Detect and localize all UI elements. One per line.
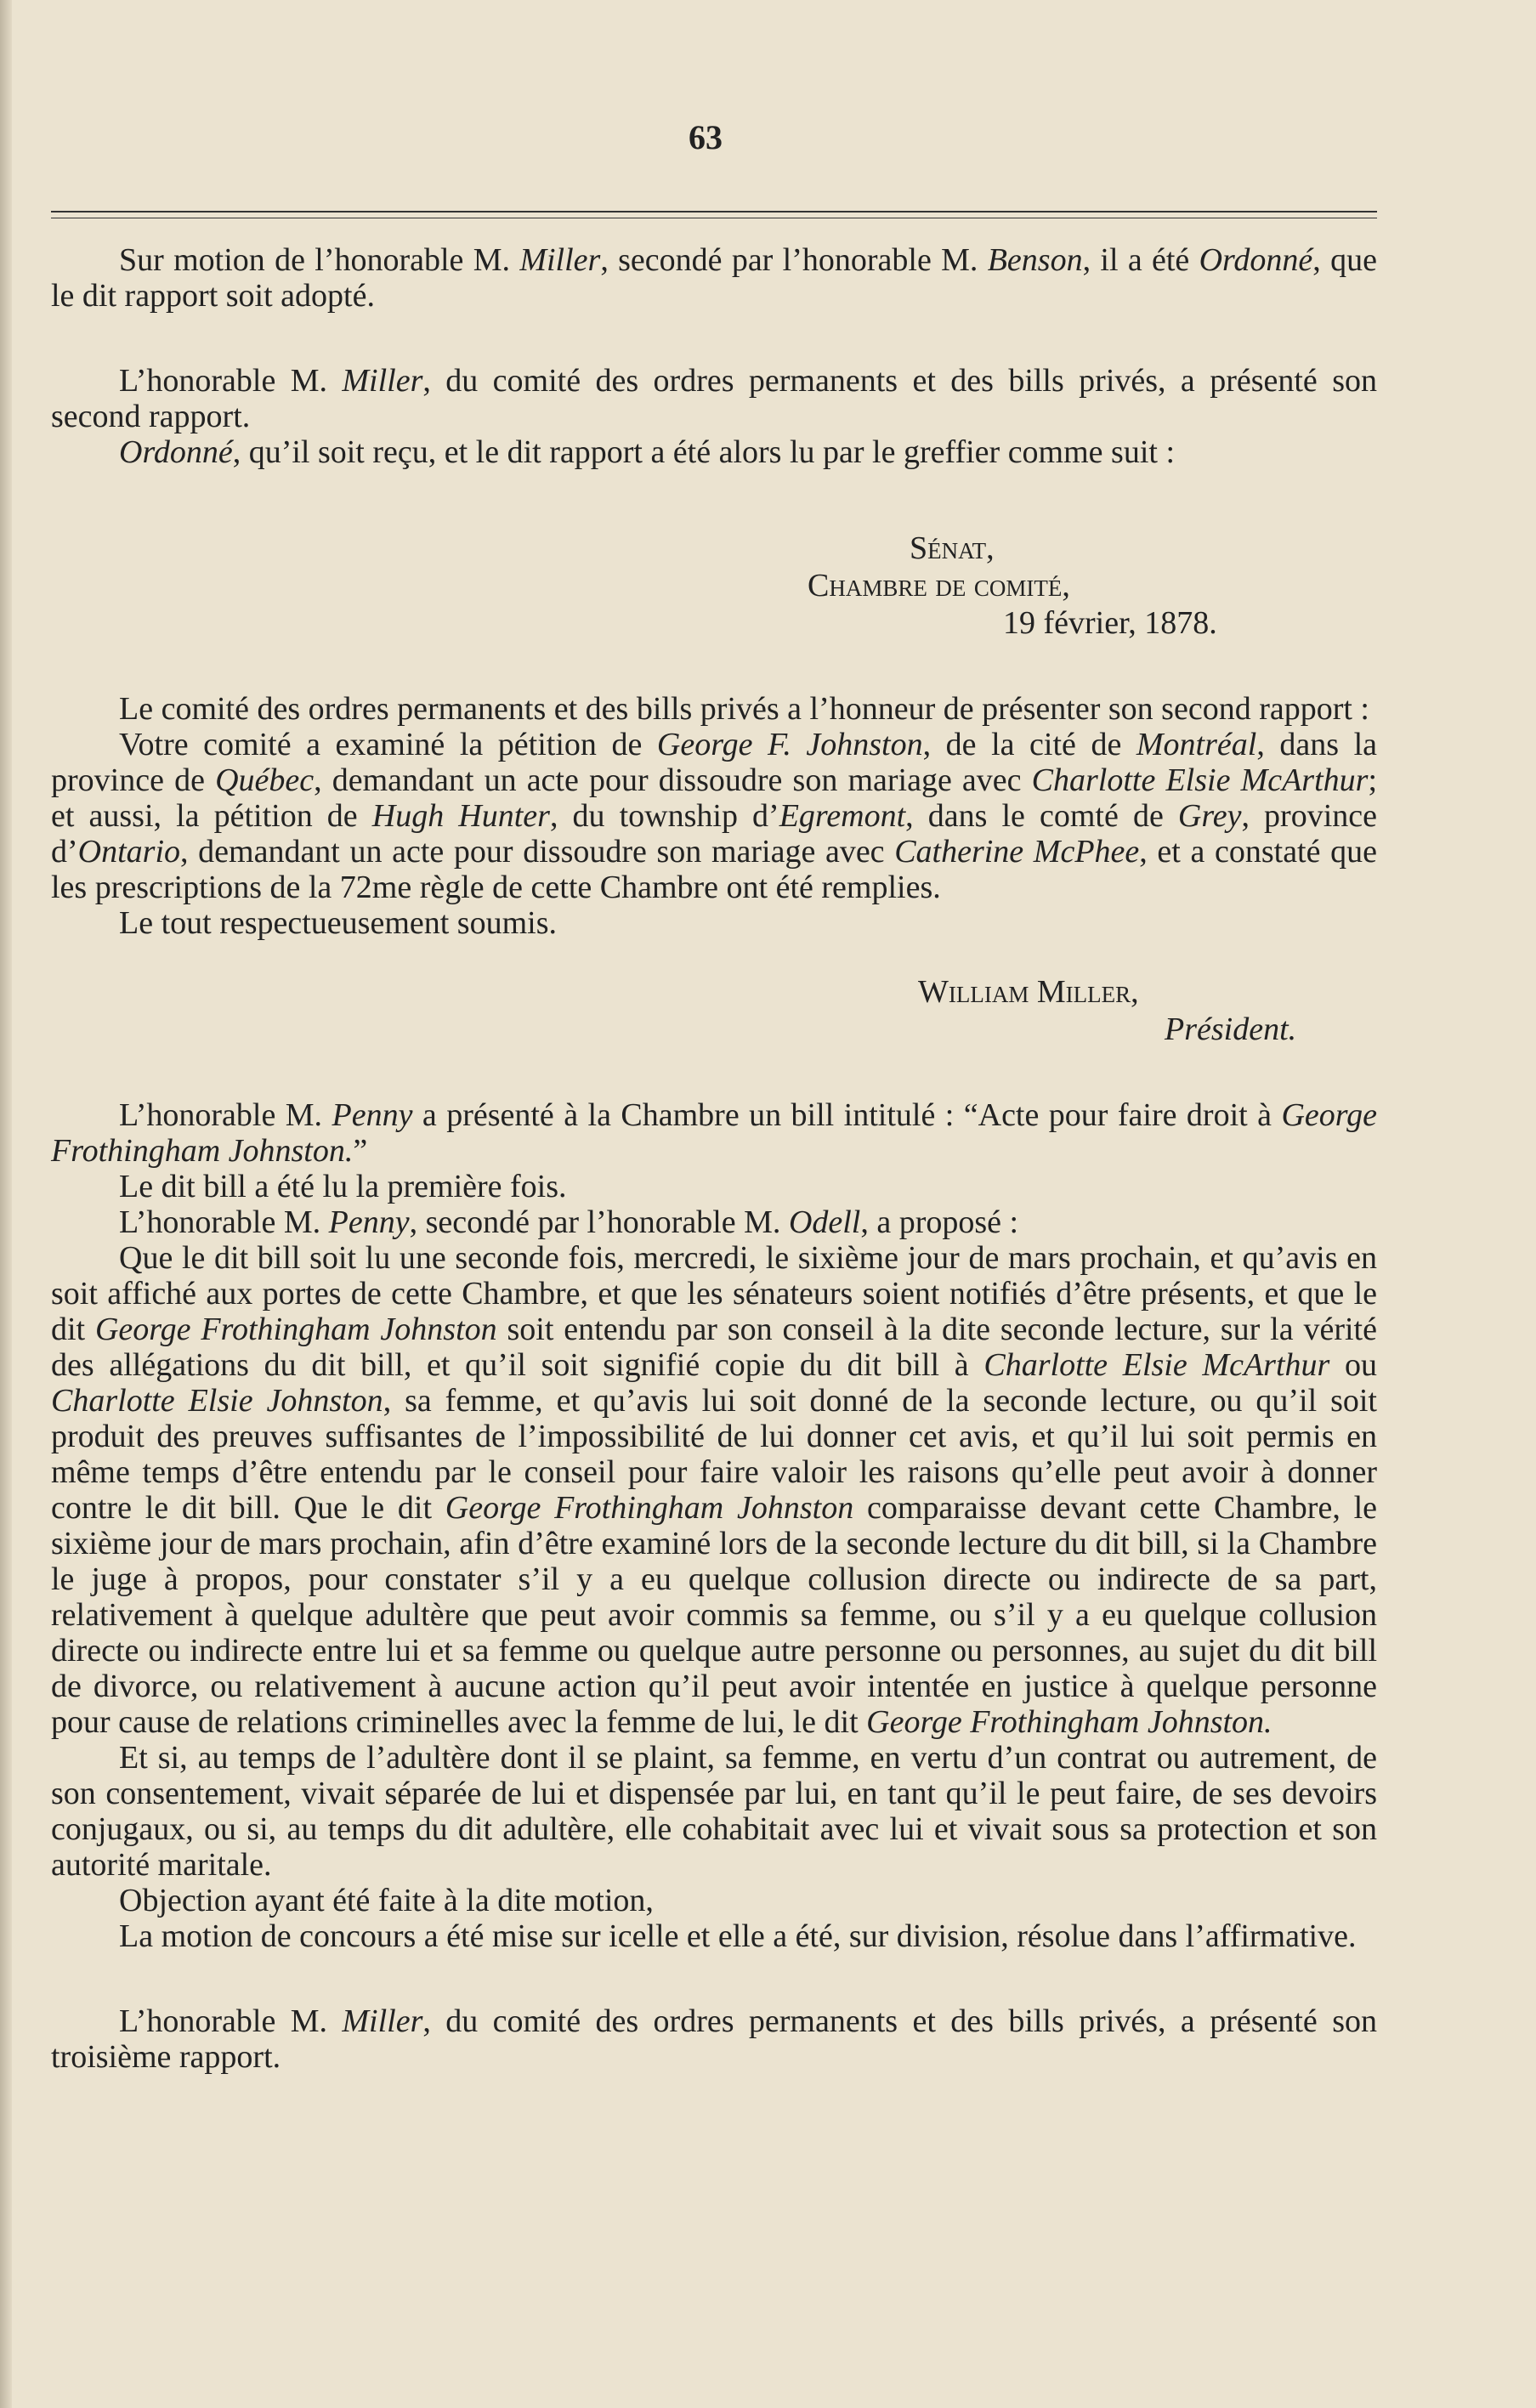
senator-name: Miller: [342, 2003, 423, 2039]
header-rule: [51, 211, 1377, 218]
signatory-name: William Miller,: [918, 974, 1139, 1010]
senator-name: Penny: [332, 1097, 413, 1133]
report-petitions: Votre comité a examiné la pétition de George F. Johnston, de la cité de Montréal, dans la province de Québec, demandant un acte pour dissoudre son mariage avec Charlotte Elsie McArthur; et aussi, la pétition de Hugh Hunter, du township d’Egremont, dans le comté de Grey, province d’Ontario, demandant un acte pour dissoudre son mariage avec Catherine McPhee, et a constaté que les prescriptions de la 72me règle de cette Chambre ont été remplies.: [51, 727, 1378, 905]
senator-name: Odell: [788, 1204, 861, 1240]
senate-heading: Sénat,: [910, 530, 995, 566]
senator-name: Penny: [328, 1204, 410, 1240]
ordonne-word: Ordonné: [119, 434, 233, 470]
report-intro: Le comité des ordres permanents et des bills privés a l’honneur de présenter son second rapport :: [119, 691, 1369, 727]
senator-name: Benson: [987, 242, 1083, 278]
report-date: 19 février, 1878.: [1003, 605, 1217, 641]
report-heading: [51, 530, 1377, 642]
bill-resolution: La motion de concours a été mise sur icelle et elle a été, sur division, résolue dans l’affirmative.: [119, 1918, 1357, 1954]
second-report-ordered: Ordonné, qu’il soit reçu, et le dit rapport a été alors lu par le greffier comme suit :: [119, 434, 1175, 470]
third-report-presented: L’honorable M. Miller, du comité des ordres permanents et des bills privés, a présenté son troisième rapport.: [51, 2003, 1377, 2075]
bill-introduced: L’honorable M. Penny a présenté à la Chambre un bill intitulé : “Acte pour faire droit à George Frothingham Johnston.”: [51, 1097, 1377, 1169]
signature-block: [51, 973, 1377, 1048]
bill-motion-text: Que le dit bill soit lu une seconde fois, mercredi, le sixième jour de mars prochain, et qu’avis en soit affiché aux portes de cette Chambre, et que les sénateurs soient notifiés d’être présents, et que le dit George Frothingham Johnston soit entendu par son conseil à la dite seconde lecture, sur la vérité des allégations du dit bill, et qu’il soit signifié copie du dit bill à Charlotte Elsie McArthur ou Charlotte Elsie Johnston, sa femme, et qu’avis lui soit donné de la seconde lecture, ou qu’il soit produit des preuves suffisantes de l’impossibilité de lui donner cet avis, et qu’il lui soit permis en même temps d’être entendu par le conseil pour faire valoir les raisons qu’elle peut avoir à donner contre le dit bill. Que le dit George Frothingham Johnston comparaisse devant cette Chambre, le sixième jour de mars prochain, afin d’être examiné lors de la seconde lecture du dit bill, si la Chambre le juge à propos, pour constater s’il y a eu quelque collusion directe ou indirecte de sa part, relativement à quelque adultère que peut avoir commis sa femme, ou s’il y a eu quelque collusion directe ou indirecte entre lui et sa femme ou quelque autre personne ou personnes, au sujet du dit bill de divorce, ou relativement à aucune action qu’il peut avoir intentée en justice à quelque personne pour cause de relations criminelles avec la femme de lui, le dit George Frothingham Johnston.: [51, 1240, 1377, 1740]
bill-adultery-clause: Et si, au temps de l’adultère dont il se plaint, sa femme, en vertu d’un contrat ou autrement, de son consentement, vivait séparée de lui et dispensée par lui, en tant qu’il le peut faire, de ses devoirs conjugaux, ou si, au temps du dit adultère, elle cohabitait avec lui et vivait sous sa protection et son autorité maritale.: [51, 1740, 1377, 1883]
senator-name: Miller: [519, 242, 601, 278]
binding-edge: [0, 0, 12, 2408]
signatory-title: Président.: [1165, 1011, 1297, 1047]
motion-adopt-report: Sur motion de l’honorable M. Miller, secondé par l’honorable M. Benson, il a été Ordonné, que le dit rapport soit adopté.: [51, 242, 1377, 314]
senator-name: Miller: [342, 363, 423, 399]
page-number: 63: [689, 118, 723, 156]
bill-objection: Objection ayant été faite à la dite motion,: [119, 1883, 654, 1918]
committee-room-heading: Chambre de comité,: [808, 568, 1070, 603]
second-report-presented: L’honorable M. Miller, du comité des ordres permanents et des bills privés, a présenté son second rapport.: [51, 363, 1377, 434]
bill-first-reading: Le dit bill a été lu la première fois.: [119, 1169, 567, 1204]
ordonne-word: Ordonné: [1199, 242, 1313, 278]
report-closing: Le tout respectueusement soumis.: [119, 905, 557, 941]
page-content: [51, 242, 1377, 2075]
bill-motion-moved: L’honorable M. Penny, secondé par l’honorable M. Odell, a proposé :: [119, 1204, 1019, 1240]
